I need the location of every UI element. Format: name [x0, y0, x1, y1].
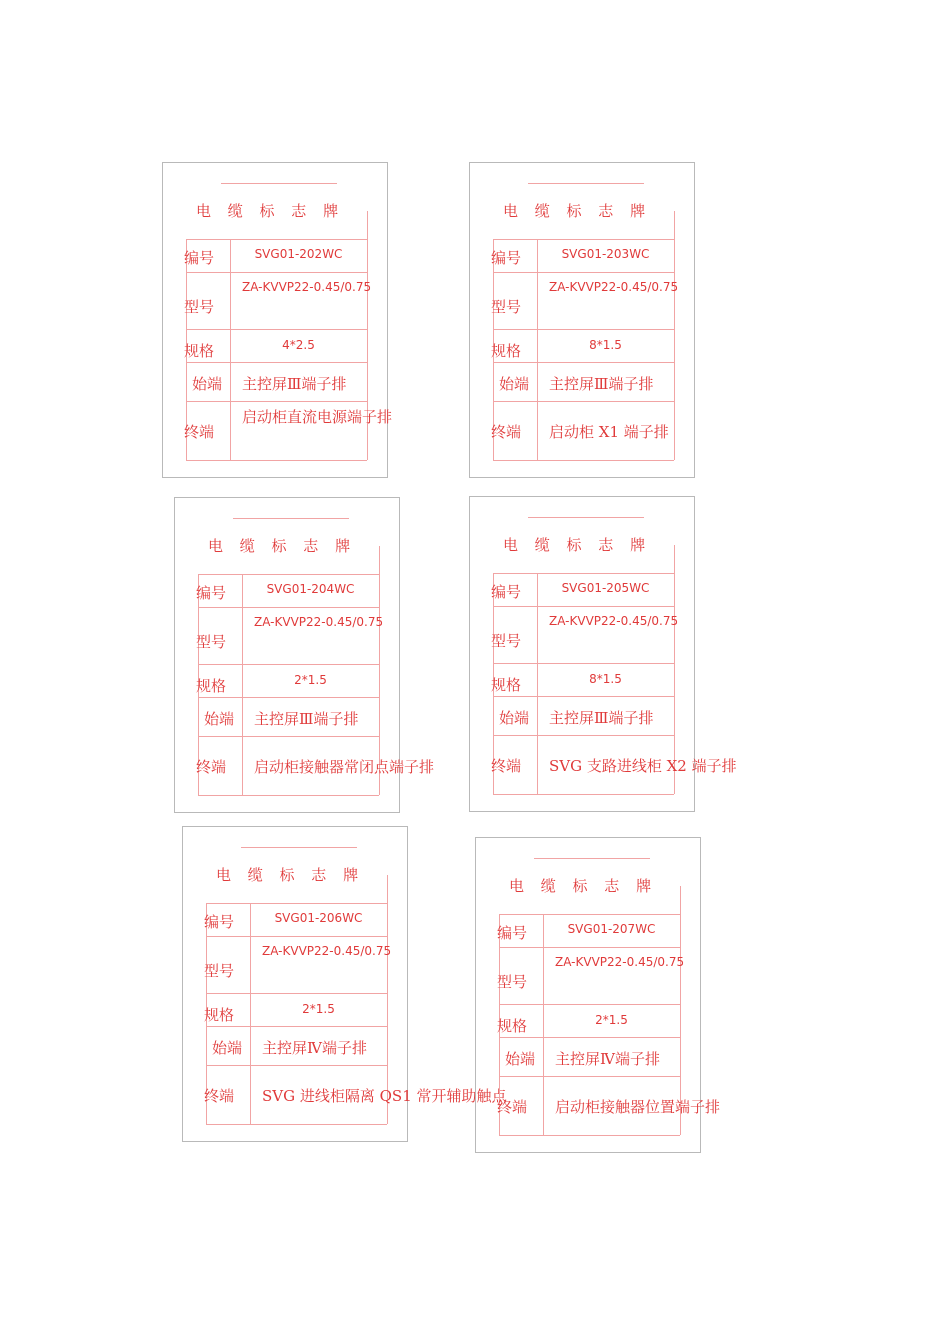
card-title: 电 缆 标 志 牌: [208, 537, 357, 555]
grid-row-line: [198, 736, 379, 737]
value-spec: 8*1.5: [589, 338, 622, 352]
label-number: 编号: [184, 249, 215, 267]
grid-row-line: [198, 607, 379, 608]
value-model: ZA-KVVP22-0.45/0.75: [555, 955, 685, 969]
grid-row-line: [493, 606, 674, 607]
grid-row-line: [493, 735, 674, 736]
label-start: 始端: [192, 375, 223, 393]
grid-row-line: [499, 914, 680, 915]
grid-row-line: [493, 401, 674, 402]
top-rule: [221, 183, 337, 184]
value-spec: 8*1.5: [589, 672, 622, 686]
grid-row-line: [493, 696, 674, 697]
cable-tag-card-3: [174, 497, 435, 813]
value-spec: 4*2.5: [282, 338, 315, 352]
label-spec: 规格: [497, 1017, 528, 1035]
grid-row-line: [186, 362, 367, 363]
grid-right-line: [674, 211, 675, 460]
label-model: 型号: [204, 962, 235, 980]
value-end: 启动柜 X1 端子排: [549, 423, 669, 441]
card-title: 电 缆 标 志 牌: [503, 536, 652, 554]
label-end: 终端: [491, 757, 522, 775]
value-number: SVG01-202WC: [254, 247, 343, 261]
value-spec: 2*1.5: [302, 1002, 335, 1016]
grid-row-line: [499, 1076, 680, 1077]
value-number: SVG01-207WC: [567, 922, 656, 936]
value-start: 主控屏Ⅲ端子排: [549, 709, 654, 727]
card-title: 电 缆 标 志 牌: [216, 866, 365, 884]
grid-row-line: [493, 460, 674, 461]
grid-row-line: [493, 663, 674, 664]
label-end: 终端: [184, 423, 215, 441]
label-number: 编号: [204, 913, 235, 931]
value-end: 启动柜直流电源端子排: [242, 408, 393, 426]
cable-tag-card-1: [162, 162, 393, 478]
top-rule: [528, 517, 644, 518]
value-end: 启动柜接触器位置端子排: [555, 1098, 721, 1116]
grid-row-line: [206, 993, 387, 994]
grid-row-line: [186, 401, 367, 402]
label-spec: 规格: [204, 1006, 235, 1024]
label-end: 终端: [491, 423, 522, 441]
grid-row-line: [499, 947, 680, 948]
value-number: SVG01-204WC: [266, 582, 355, 596]
cable-tag-card-2: [469, 162, 695, 478]
grid-row-line: [493, 329, 674, 330]
label-model: 型号: [497, 973, 528, 991]
value-start: 主控屏Ⅲ端子排: [254, 710, 359, 728]
label-start: 始端: [204, 710, 235, 728]
value-end: SVG 支路进线柜 X2 端子排: [549, 757, 737, 775]
value-start: 主控屏Ⅳ端子排: [555, 1050, 660, 1068]
top-rule: [528, 183, 644, 184]
cable-tag-card-6: [475, 837, 721, 1153]
grid-row-line: [206, 1065, 387, 1066]
value-number: SVG01-206WC: [274, 911, 363, 925]
card-title: 电 缆 标 志 牌: [509, 877, 658, 895]
cable-tag-card-4: [469, 496, 737, 812]
value-spec: 2*1.5: [294, 673, 327, 687]
grid-row-line: [186, 272, 367, 273]
label-start: 始端: [499, 375, 530, 393]
label-model: 型号: [491, 298, 522, 316]
grid-row-line: [206, 936, 387, 937]
grid-row-line: [198, 697, 379, 698]
value-number: SVG01-205WC: [561, 581, 650, 595]
grid-row-line: [499, 1004, 680, 1005]
grid-row-line: [186, 460, 367, 461]
top-rule: [241, 847, 357, 848]
label-number: 编号: [491, 583, 522, 601]
grid-row-line: [493, 239, 674, 240]
value-start: 主控屏Ⅳ端子排: [262, 1039, 367, 1057]
label-end: 终端: [497, 1098, 528, 1116]
grid-row-line: [186, 239, 367, 240]
label-start: 始端: [212, 1039, 243, 1057]
grid-row-line: [198, 664, 379, 665]
card-title: 电 缆 标 志 牌: [196, 202, 345, 220]
value-model: ZA-KVVP22-0.45/0.75: [254, 615, 384, 629]
label-model: 型号: [196, 633, 227, 651]
value-end: 启动柜接触器常闭点端子排: [254, 758, 435, 776]
grid-row-line: [186, 329, 367, 330]
grid-row-line: [206, 1026, 387, 1027]
grid-row-line: [206, 1124, 387, 1125]
grid-row-line: [499, 1037, 680, 1038]
value-model: ZA-KVVP22-0.45/0.75: [549, 280, 679, 294]
cable-tag-card-5: [182, 826, 507, 1142]
grid-row-line: [493, 794, 674, 795]
label-spec: 规格: [491, 342, 522, 360]
label-spec: 规格: [491, 676, 522, 694]
grid-row-line: [493, 362, 674, 363]
label-spec: 规格: [184, 342, 215, 360]
value-model: ZA-KVVP22-0.45/0.75: [242, 280, 372, 294]
label-model: 型号: [491, 632, 522, 650]
value-start: 主控屏Ⅲ端子排: [549, 375, 654, 393]
value-model: ZA-KVVP22-0.45/0.75: [549, 614, 679, 628]
grid-row-line: [198, 574, 379, 575]
value-number: SVG01-203WC: [561, 247, 650, 261]
grid-row-line: [198, 795, 379, 796]
top-rule: [233, 518, 349, 519]
label-end: 终端: [196, 758, 227, 776]
grid-row-line: [493, 272, 674, 273]
label-spec: 规格: [196, 677, 227, 695]
grid-row-line: [499, 1135, 680, 1136]
top-rule: [534, 858, 650, 859]
label-number: 编号: [497, 924, 528, 942]
label-start: 始端: [499, 709, 530, 727]
value-spec: 2*1.5: [595, 1013, 628, 1027]
label-number: 编号: [196, 584, 227, 602]
value-end: SVG 进线柜隔离 QS1 常开辅助触点: [262, 1087, 507, 1105]
label-end: 终端: [204, 1087, 235, 1105]
grid-row-line: [206, 903, 387, 904]
value-model: ZA-KVVP22-0.45/0.75: [262, 944, 392, 958]
label-model: 型号: [184, 298, 215, 316]
grid-row-line: [493, 573, 674, 574]
card-title: 电 缆 标 志 牌: [503, 202, 652, 220]
label-start: 始端: [505, 1050, 536, 1068]
value-start: 主控屏Ⅲ端子排: [242, 375, 347, 393]
label-number: 编号: [491, 249, 522, 267]
